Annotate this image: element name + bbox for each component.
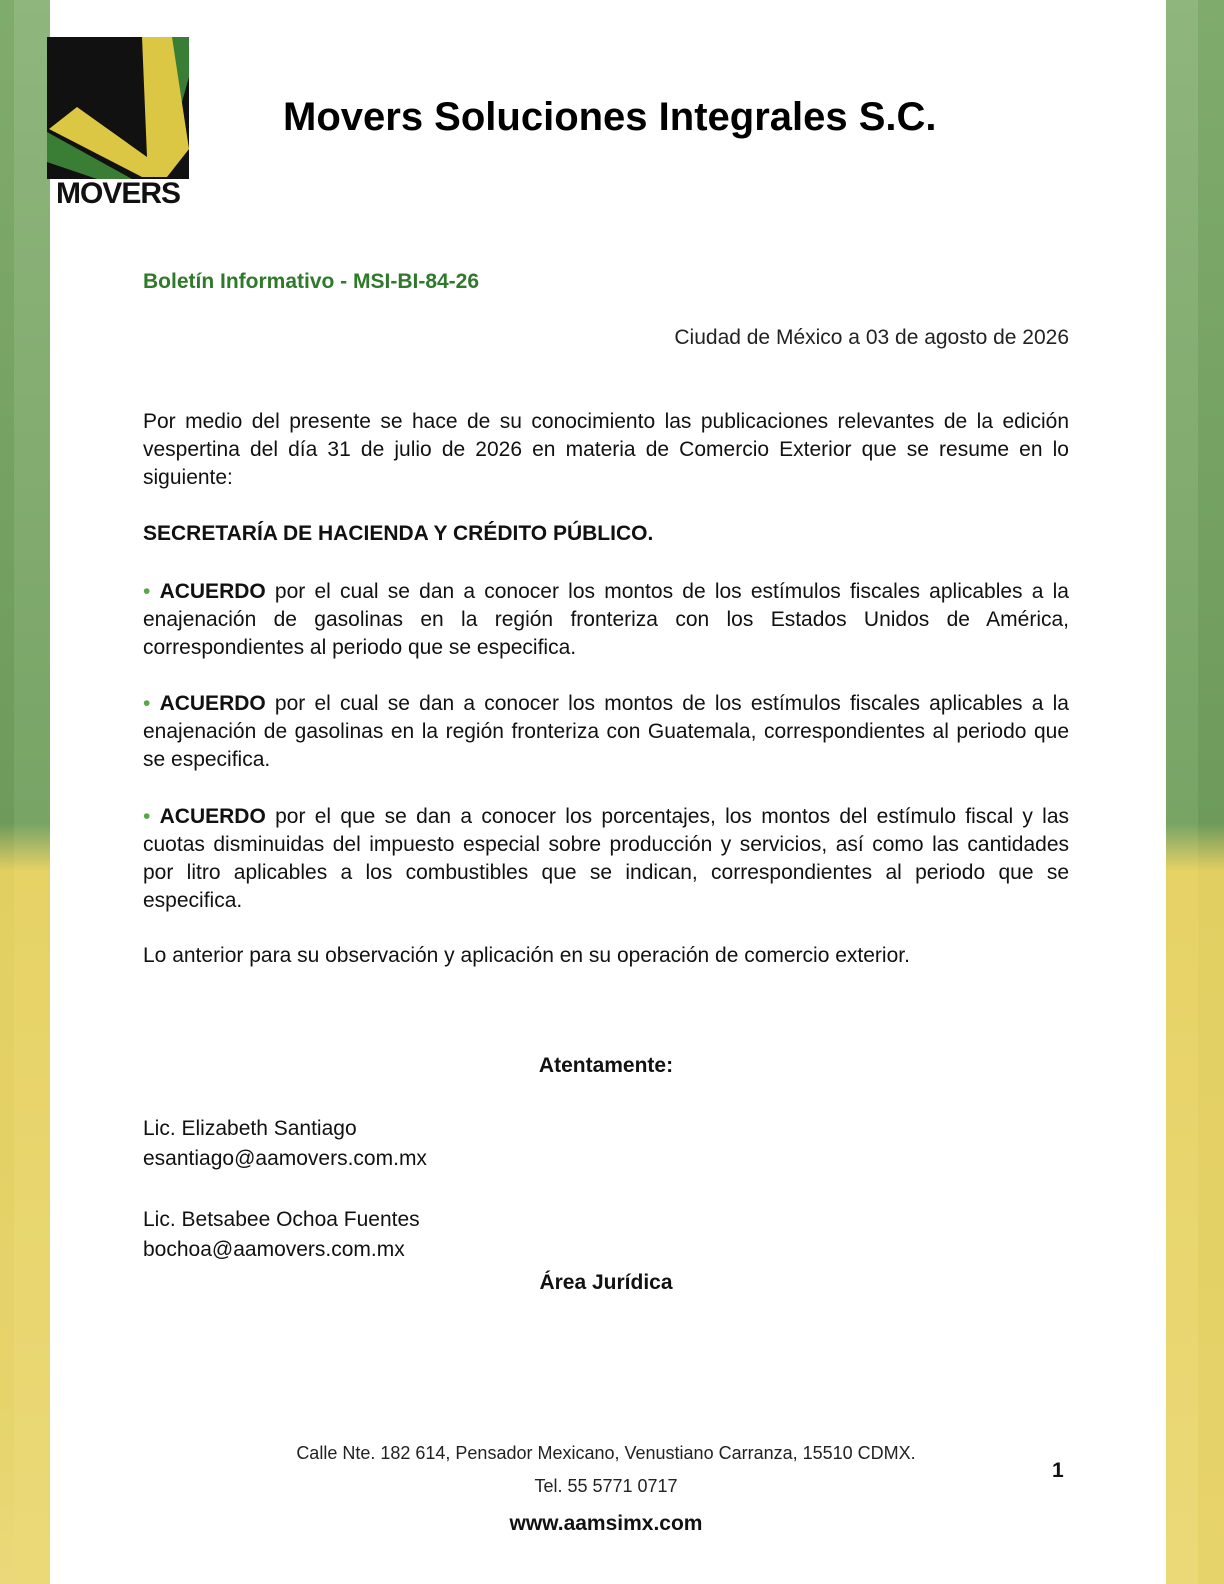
company-name: Movers Soluciones Integrales S.C. [283,95,937,139]
side-band-right-inner [1166,0,1198,1584]
contact-email-link[interactable]: bochoa@aamovers.com.mx [143,1238,405,1261]
bullet-icon: • [143,805,151,828]
contact-email-link[interactable]: esantiago@aamovers.com.mx [143,1147,427,1170]
list-item [143,803,1069,915]
side-band-left-outer [0,0,14,1584]
contact-name: Lic. Betsabee Ochoa Fuentes [143,1208,420,1231]
item-keyword: ACUERDO [159,692,266,715]
logo-mark-icon [47,37,189,179]
signature-area: Área Jurídica [539,1271,673,1294]
side-band-left-inner [14,0,50,1584]
bullet-icon: • [143,580,151,603]
date-line: Ciudad de México a 03 de agosto de 2026 [674,326,1069,349]
contact-name: Lic. Elizabeth Santiago [143,1117,357,1140]
movers-logo [47,37,189,209]
contact-block [143,1205,420,1265]
list-item [143,690,1069,774]
footer-phone: Tel. 55 5771 0717 [534,1476,678,1496]
bullet-icon: • [143,692,151,715]
item-text: por el cual se dan a conocer los montos de los estímulos fiscales aplicables a la enajenación de gasolinas en la región fronteriza con Guatemala, correspondientes al periodo que se especifica. [143,692,1069,771]
page-number: 1 [1052,1459,1064,1482]
salutation: Atentamente: [538,1054,674,1077]
item-text: por el que se dan a conocer los porcentajes, los montos del estímulo fiscal y las cuotas disminuidas del impuesto especial sobre producción y servicios, así como las cantidades por litro aplicables a los combustibles que se indican, correspondientes al periodo que se especifica. [143,805,1069,912]
logo-wordmark: MOVERS [55,177,181,210]
document-page [50,0,1166,1584]
intro-paragraph: Por medio del presente se hace de su conocimiento las publicaciones relevantes de la edición vespertina del día 31 de julio de 2026 en materia de Comercio Exterior que se resume en lo siguiente: [143,410,1069,489]
section-heading: SECRETARÍA DE HACIENDA Y CRÉDITO PÚBLICO. [143,522,654,545]
side-band-right-outer [1198,0,1224,1584]
item-keyword: ACUERDO [159,580,266,603]
item-text: por el cual se dan a conocer los montos de los estímulos fiscales aplicables a la enajenación de gasolinas en la región fronteriza con los Estados Unidos de América, correspondientes al periodo que se especifica. [143,580,1069,659]
list-item [143,578,1069,662]
footer-website-link[interactable]: www.aamsimx.com [509,1512,703,1535]
contact-block [143,1114,427,1174]
item-keyword: ACUERDO [159,805,266,828]
closing-paragraph: Lo anterior para su observación y aplicación en su operación de comercio exterior. [143,944,910,967]
bulletin-title: Boletín Informativo - MSI-BI-84-26 [143,270,480,293]
footer-address: Calle Nte. 182 614, Pensador Mexicano, Venustiano Carranza, 15510 CDMX. [296,1443,916,1463]
